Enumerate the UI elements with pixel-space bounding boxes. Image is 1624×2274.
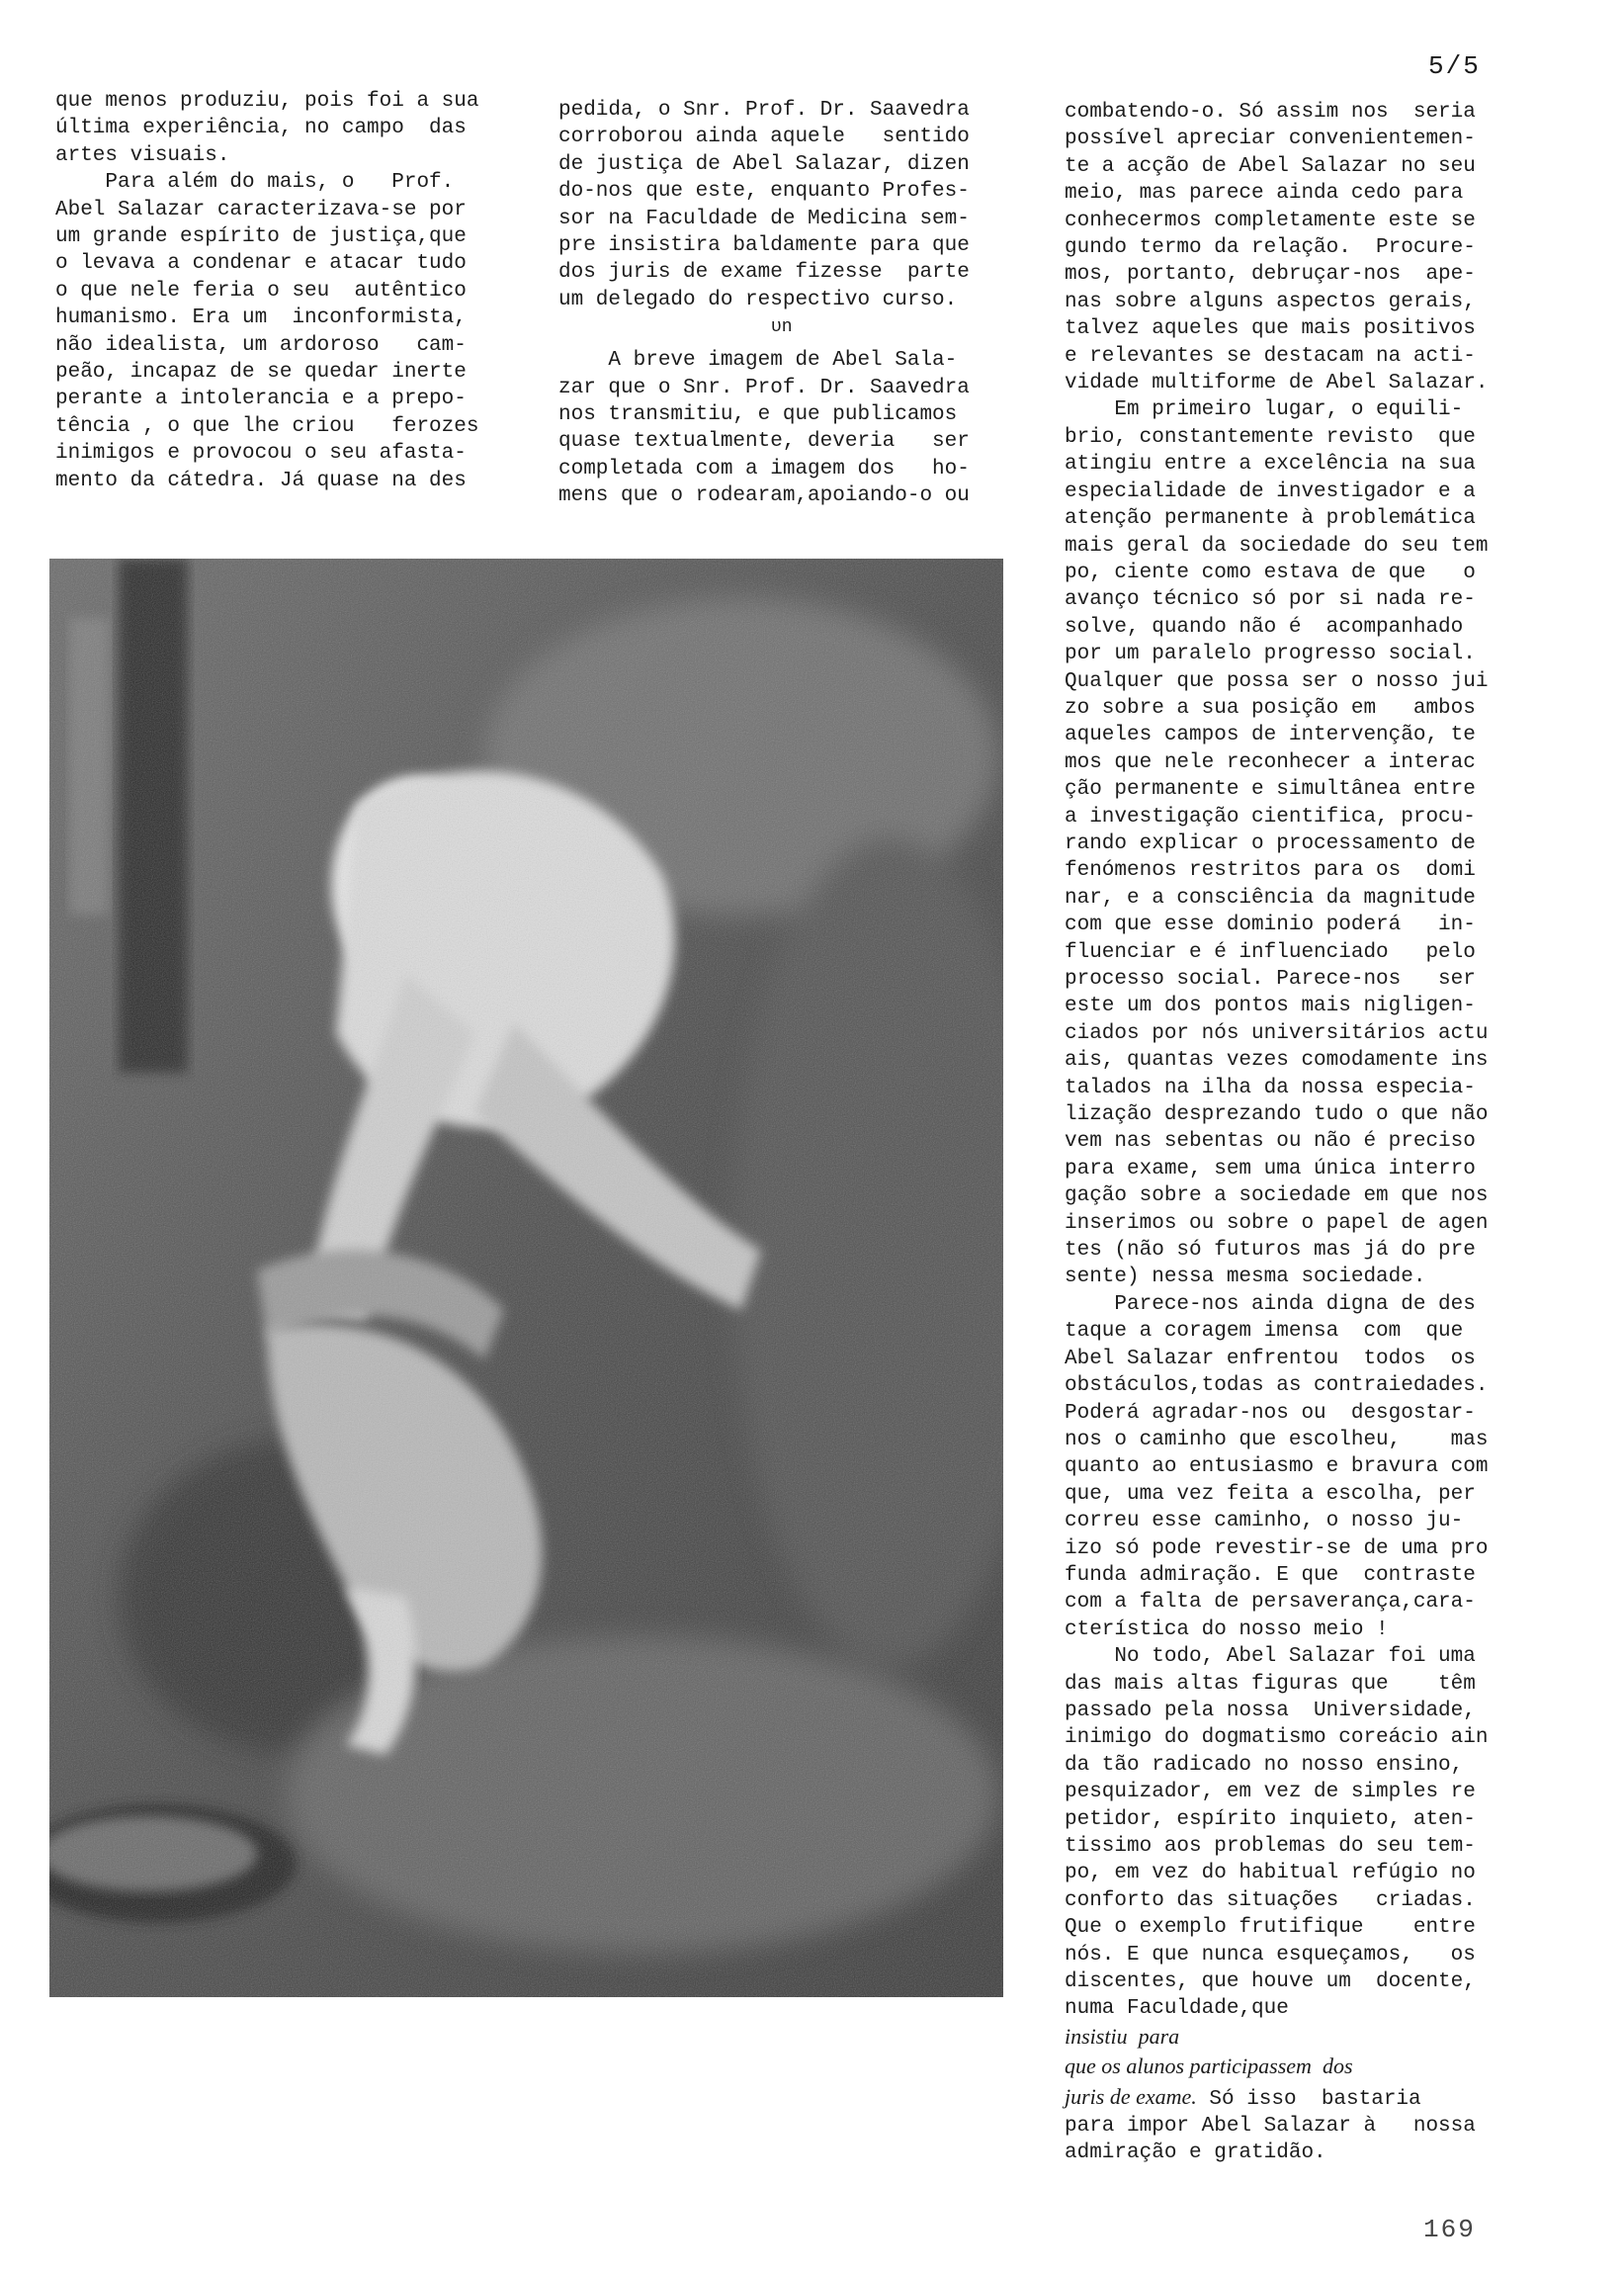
- text-line: e relevantes se destacam na acti-: [1065, 344, 1476, 368]
- text-line: lização desprezando tudo o que não: [1065, 1103, 1489, 1127]
- text-line: que, uma vez feita a escolha, per: [1065, 1482, 1476, 1506]
- text-line: dos juris de exame fizesse parte: [558, 261, 970, 285]
- text-line: fluenciar e é influenciado pelo: [1065, 940, 1476, 964]
- text-line: tissimo aos problemas do seu tem-: [1065, 1835, 1476, 1858]
- page-fraction: 5/5: [1428, 51, 1481, 81]
- text-line: passado pela nossa Universidade,: [1065, 1699, 1476, 1722]
- text-line: artes visuais.: [55, 143, 230, 167]
- text-line: funda admiração. E que contraste: [1065, 1563, 1476, 1587]
- text-line: talvez aqueles que mais positivos: [1065, 317, 1476, 341]
- text-line: processo social. Parece-nos ser: [1065, 968, 1476, 991]
- text-line: pedida, o Snr. Prof. Dr. Saavedra: [558, 99, 970, 122]
- text-line: po, ciente como estava de que o: [1065, 561, 1476, 584]
- text-line: para exame, sem uma única interro: [1065, 1157, 1476, 1181]
- text-line: nar, e a consciência da magnitude: [1065, 886, 1476, 910]
- text-line: numa Faculdade,que: [1065, 1997, 1289, 2021]
- text-line: vem nas sebentas ou não é preciso: [1065, 1130, 1476, 1154]
- text-line: Em primeiro lugar, o equili-: [1065, 398, 1464, 422]
- text-line: conhecermos completamente este se: [1065, 209, 1476, 232]
- right-text-column: [1065, 99, 1579, 2167]
- text-line: solve, quando não é acompanhado: [1065, 615, 1464, 639]
- text-line: aqueles campos de intervenção, te: [1065, 724, 1476, 747]
- text-line: humanismo. Era um inconformista,: [55, 306, 467, 330]
- text-line: mos que nele reconhecer a interac: [1065, 750, 1476, 774]
- text-line: das mais altas figuras que têm: [1065, 1672, 1476, 1696]
- text-line: atingiu entre a excelência na sua: [1065, 453, 1476, 477]
- text-line: corroborou ainda aquele sentido: [558, 126, 970, 149]
- closing-text-1: Só isso bastaria: [1196, 2087, 1421, 2111]
- text-line: Poderá agradar-nos ou desgostar-: [1065, 1401, 1476, 1425]
- text-line: pre insistira baldamente para que: [558, 234, 970, 258]
- right-paragraph-4: [1065, 1643, 1579, 2023]
- text-line: ciados por nós universitários actu: [1065, 1021, 1489, 1045]
- text-line: peão, incapaz de se quedar inerte: [55, 361, 467, 385]
- text-line: Para além do mais, o Prof.: [55, 171, 455, 195]
- italic-phrase-2: que os alunos participassem dos: [1065, 2054, 1353, 2079]
- text-line: meio, mas parece ainda cedo para: [1065, 182, 1464, 206]
- text-line: taque a coragem imensa com que: [1065, 1320, 1464, 1344]
- text-line: inimigo do dogmatismo coreácio ain: [1065, 1726, 1489, 1750]
- closing-line-mixed: [1065, 2083, 1579, 2113]
- text-line: nas sobre alguns aspectos gerais,: [1065, 290, 1476, 313]
- text-line: gação sobre a sociedade em que nos: [1065, 1184, 1489, 1208]
- text-line: correu esse caminho, o nosso ju-: [1065, 1510, 1464, 1533]
- painting-illustration: [49, 559, 1003, 1997]
- text-line: última experiência, no campo das: [55, 117, 467, 140]
- text-line: mais geral da sociedade do seu tem: [1065, 534, 1489, 558]
- painting-photo: [49, 559, 1003, 1997]
- right-paragraph-1: [1065, 99, 1579, 396]
- text-line: zo sobre a sua posição em ambos: [1065, 696, 1476, 720]
- text-line: gundo termo da relação. Procure-: [1065, 236, 1476, 260]
- text-line: discentes, que houve um docente,: [1065, 1970, 1476, 1994]
- text-line: brio, constantemente revisto que: [1065, 425, 1476, 449]
- text-line: a investigação cientifica, procu-: [1065, 805, 1476, 829]
- text-line: izo só pode revestir-se de uma pro: [1065, 1536, 1489, 1560]
- text-line: Parece-nos ainda digna de des: [1065, 1292, 1476, 1316]
- page-number: 169: [1423, 2215, 1476, 2244]
- text-line: completada com a imagem dos ho-: [558, 457, 970, 481]
- text-line: inserimos ou sobre o papel de agen: [1065, 1211, 1489, 1235]
- text-line: te a acção de Abel Salazar no seu: [1065, 154, 1476, 178]
- text-line: de justiça de Abel Salazar, dizen: [558, 152, 970, 176]
- text-line: com que esse dominio poderá in-: [1065, 914, 1476, 937]
- text-line: um delegado do respectivo curso.: [558, 288, 958, 311]
- text-line: por um paralelo progresso social.: [1065, 643, 1476, 666]
- text-line: Que o exemplo frutifique entre: [1065, 1916, 1476, 1940]
- text-line: combatendo-o. Só assim nos seria: [1065, 101, 1476, 124]
- text-line: que menos produziu, pois foi a sua: [55, 90, 479, 113]
- text-line: este um dos pontos mais nigligen-: [1065, 995, 1476, 1018]
- text-line: pesquizador, em vez de simples re: [1065, 1781, 1476, 1804]
- closing-line-italic: [1065, 2023, 1579, 2053]
- text-line: atenção permanente à problemática: [1065, 507, 1476, 531]
- text-line: Qualquer que possa ser o nosso jui: [1065, 669, 1489, 693]
- left-text-column: [55, 88, 530, 494]
- text-line: sente) nessa mesma sociedade.: [1065, 1266, 1426, 1289]
- text-line: o levava a condenar e atacar tudo: [55, 252, 467, 276]
- text-line: inimigos e provocou o seu afasta-: [55, 442, 467, 466]
- middle-text-column: [558, 97, 1033, 510]
- text-line: conforto das situações criadas.: [1065, 1888, 1476, 1912]
- italic-phrase-1: insistiu para: [1065, 2023, 1180, 2049]
- text-line: zar que o Snr. Prof. Dr. Saavedra: [558, 376, 970, 399]
- middle-paragraph-2: [558, 347, 1033, 509]
- text-line: cterística do nosso meio !: [1065, 1618, 1389, 1641]
- text-line: avanço técnico só por si nada re-: [1065, 588, 1476, 612]
- right-paragraph-2: [1065, 396, 1579, 1290]
- text-line: com a falta de persaverança,cara-: [1065, 1591, 1476, 1615]
- text-line: não idealista, um ardoroso cam-: [55, 333, 467, 357]
- text-line: ais, quantas vezes comodamente ins: [1065, 1049, 1489, 1073]
- text-line: talados na ilha da nossa especia-: [1065, 1076, 1476, 1099]
- text-line: possível apreciar convenientemen-: [1065, 128, 1476, 151]
- text-line: obstáculos,todas as contraiedades.: [1065, 1374, 1489, 1398]
- text-line: o que nele feria o seu autêntico: [55, 279, 467, 303]
- text-line: quanto ao entusiasmo e bravura com: [1065, 1455, 1489, 1479]
- text-line: mens que o rodearam,apoiando-o ou: [558, 484, 970, 508]
- text-line: mos, portanto, debruçar-nos ape-: [1065, 263, 1476, 287]
- closing-line-2: para impor Abel Salazar à nossa: [1065, 2115, 1476, 2139]
- text-line: nós. E que nunca esqueçamos, os: [1065, 1943, 1476, 1967]
- text-line: Abel Salazar caracterizava-se por: [55, 198, 467, 221]
- text-line: po, em vez do habitual refúgio no: [1065, 1862, 1476, 1885]
- closing-line-italic-2: [1065, 2053, 1579, 2082]
- text-line: fenómenos restritos para os domi: [1065, 859, 1476, 883]
- text-line: um grande espírito de justiça,que: [55, 225, 467, 249]
- text-line: perante a intolerancia e a prepo-: [55, 388, 467, 411]
- text-line: ção permanente e simultânea entre: [1065, 778, 1476, 802]
- text-line: nos o caminho que escolheu, mas: [1065, 1428, 1489, 1451]
- text-line: rando explicar o processamento de: [1065, 831, 1476, 855]
- text-line: especialidade de investigador e a: [1065, 480, 1476, 503]
- text-line: do-nos que este, enquanto Profes-: [558, 180, 970, 204]
- text-line: tência , o que lhe criou ferozes: [55, 414, 479, 438]
- section-separator: ʋn: [771, 317, 793, 338]
- text-line: sor na Faculdade de Medicina sem-: [558, 207, 970, 230]
- text-line: mento da cátedra. Já quase na des: [55, 469, 467, 492]
- text-line: nos transmitiu, e que publicamos: [558, 403, 958, 427]
- text-line: No todo, Abel Salazar foi uma: [1065, 1645, 1476, 1669]
- text-line: petidor, espírito inquieto, aten-: [1065, 1807, 1476, 1831]
- closing-line-3: admiração e gratidão.: [1065, 2142, 1326, 2165]
- text-line: vidade multiforme de Abel Salazar.: [1065, 372, 1489, 395]
- text-line: A breve imagem de Abel Sala-: [558, 349, 958, 373]
- text-line: quase textualmente, deveria ser: [558, 430, 970, 454]
- text-line: Abel Salazar enfrentou todos os: [1065, 1347, 1476, 1370]
- italic-phrase-3: juris de exame.: [1065, 2083, 1197, 2109]
- text-line: da tão radicado no nosso ensino,: [1065, 1753, 1464, 1777]
- middle-paragraph-1: [558, 97, 1033, 313]
- text-line: tes (não só futuros mas já do pre: [1065, 1239, 1476, 1263]
- right-paragraph-3: [1065, 1291, 1579, 1643]
